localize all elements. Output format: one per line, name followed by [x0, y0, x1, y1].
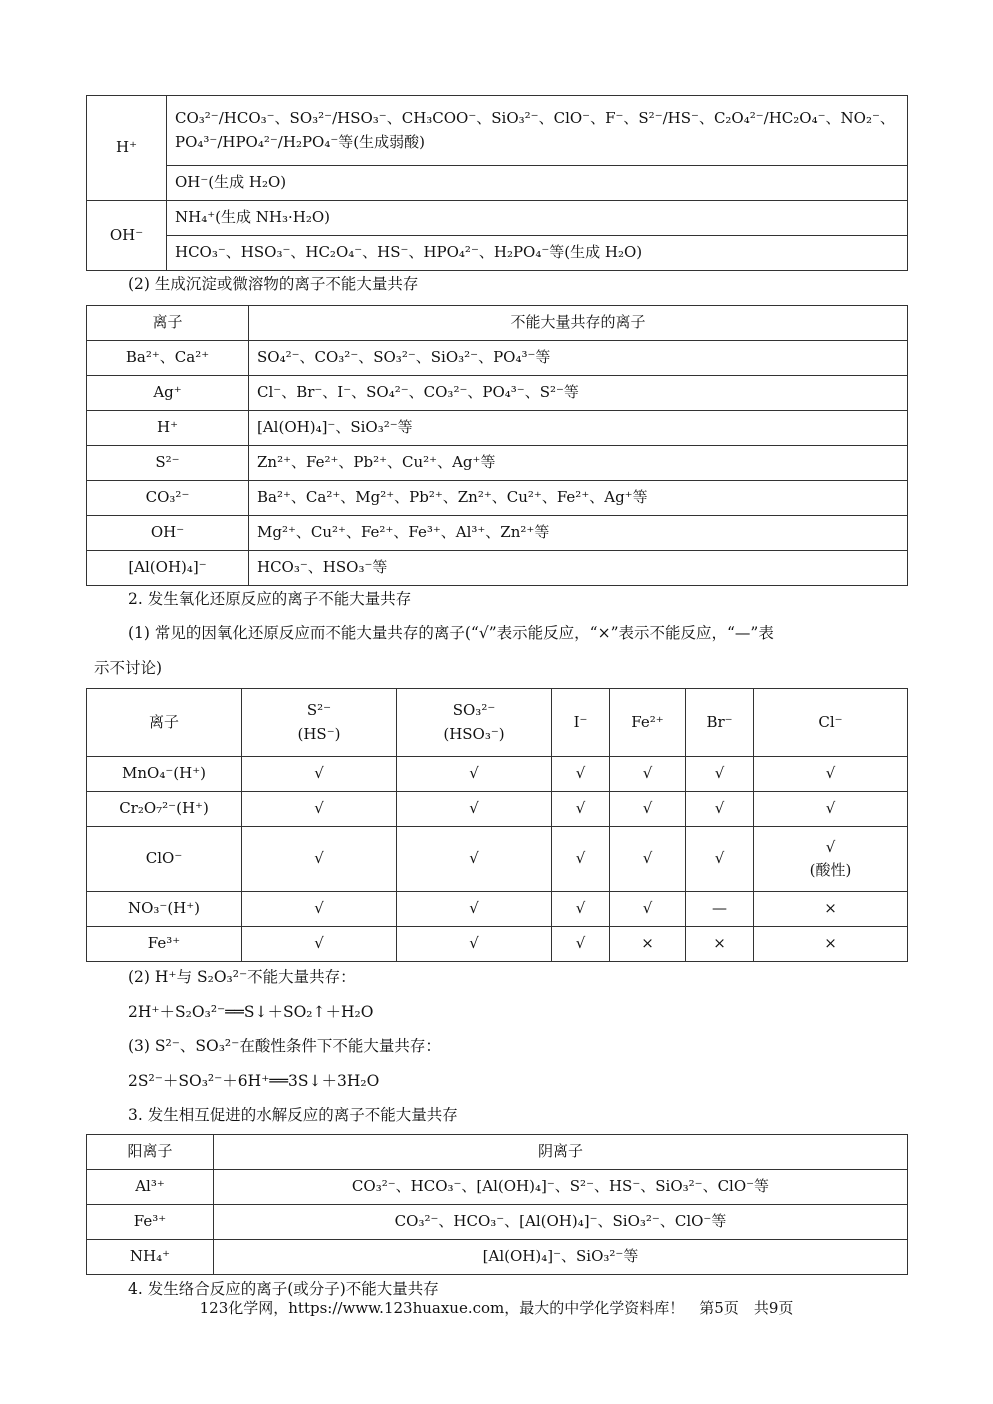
reacting-ions-cell: NH₄⁺(生成 NH₃·H₂O): [167, 201, 908, 236]
section-heading: 2. 发生氧化还原反应的离子不能大量共存: [128, 590, 412, 608]
reaction-mark: √: [397, 792, 552, 827]
reaction-mark: √: [825, 837, 836, 856]
reacting-ions-cell: Ba²⁺、Ca²⁺、Mg²⁺、Pb²⁺、Zn²⁺、Cu²⁺、Fe²⁺、Ag⁺等: [249, 481, 908, 516]
table-acid-base: [86, 95, 908, 271]
reaction-mark-with-note: [754, 827, 908, 892]
reacting-ions-cell: [Al(OH)₄]⁻、SiO₃²⁻等: [249, 411, 908, 446]
reacting-ions-cell: CO₃²⁻、HCO₃⁻、[Al(OH)₄]⁻、S²⁻、HS⁻、SiO₃²⁻、ClO⁻等: [214, 1170, 908, 1205]
ion-cell: NO₃⁻(H⁺): [87, 892, 242, 927]
reaction-mark: √: [552, 757, 610, 792]
ion-cell: Cr₂O₇²⁻(H⁺): [87, 792, 242, 827]
table-header: 不能大量共存的离子: [249, 306, 908, 341]
ion-cell: NH₄⁺: [87, 1240, 214, 1275]
table-corner-header: 离子: [87, 689, 242, 757]
ion-cell: Fe³⁺: [87, 927, 242, 962]
ion-cell: Ag⁺: [87, 376, 249, 411]
column-header-sub: (HS⁻): [297, 724, 341, 743]
paragraph-line: (2) H⁺与 S₂O₃²⁻不能大量共存：: [128, 968, 356, 986]
reaction-mark: √: [397, 757, 552, 792]
section-heading: (2) 生成沉淀或微溶物的离子不能大量共存: [128, 275, 419, 293]
reacting-ions-cell: OH⁻(生成 H₂O): [167, 166, 908, 201]
reaction-mark: —: [686, 892, 754, 927]
reacting-ions-cell: Cl⁻、Br⁻、I⁻、SO₄²⁻、CO₃²⁻、PO₄³⁻、S²⁻等: [249, 376, 908, 411]
column-header: Cl⁻: [754, 689, 908, 757]
column-header: I⁻: [552, 689, 610, 757]
reacting-ions-cell: Mg²⁺、Cu²⁺、Fe²⁺、Fe³⁺、Al³⁺、Zn²⁺等: [249, 516, 908, 551]
column-header-ion: SO₃²⁻: [452, 701, 496, 720]
ion-cell: H⁺: [87, 411, 249, 446]
ion-cell: Ba²⁺、Ca²⁺: [87, 341, 249, 376]
ion-cell: CO₃²⁻: [87, 481, 249, 516]
reaction-mark: √: [610, 792, 686, 827]
ion-cell: Al³⁺: [87, 1170, 214, 1205]
reacting-ions-cell: CO₃²⁻、HCO₃⁻、[Al(OH)₄]⁻、SiO₃²⁻、ClO⁻等: [214, 1205, 908, 1240]
section-heading: 3. 发生相互促进的水解反应的离子不能大量共存: [128, 1106, 458, 1124]
reacting-ions-cell: SO₄²⁻、CO₃²⁻、SO₃²⁻、SiO₃²⁻、PO₄³⁻等: [249, 341, 908, 376]
reacting-ions-cell: Zn²⁺、Fe²⁺、Pb²⁺、Cu²⁺、Ag⁺等: [249, 446, 908, 481]
reaction-mark: ×: [610, 927, 686, 962]
reacting-ions-cell: CO₃²⁻/HCO₃⁻、SO₃²⁻/HSO₃⁻、CH₃COO⁻、SiO₃²⁻、ClO⁻、F⁻、S²⁻/HS⁻、C₂O₄²⁻/HC₂O₄⁻、NO₂⁻、PO₄³⁻/HPO₄²⁻/H₂PO₄⁻等(生成弱酸): [167, 96, 908, 166]
column-header: Br⁻: [686, 689, 754, 757]
reaction-mark: √: [242, 927, 397, 962]
reaction-mark: √: [552, 927, 610, 962]
table-hydrolysis: [86, 1134, 908, 1275]
equation-line: 2S²⁻＋SO₃²⁻＋6H⁺══3S↓＋3H₂O: [128, 1072, 380, 1090]
reaction-mark: ×: [754, 927, 908, 962]
reaction-mark: √: [552, 892, 610, 927]
reaction-mark: √: [242, 892, 397, 927]
reaction-mark: √: [610, 757, 686, 792]
reaction-mark: √: [686, 757, 754, 792]
ion-cell: OH⁻: [87, 201, 167, 271]
column-header: [397, 689, 552, 757]
paragraph-line: 示不讨论): [94, 659, 163, 677]
reaction-mark: √: [686, 792, 754, 827]
page-footer: 123化学网，https://www.123huaxue.com，最大的中学化学资料库！ 第5页 共9页: [199, 1299, 794, 1317]
column-header-ion: S²⁻: [306, 701, 332, 720]
paragraph-line: (3) S²⁻、SO₃²⁻在酸性条件下不能大量共存：: [128, 1037, 441, 1055]
reaction-mark: √: [754, 792, 908, 827]
column-header: Fe²⁺: [610, 689, 686, 757]
table-header: 离子: [87, 306, 249, 341]
column-header-sub: (HSO₃⁻): [443, 724, 505, 743]
reaction-mark: √: [242, 792, 397, 827]
reaction-mark: ×: [686, 927, 754, 962]
ion-cell: ClO⁻: [87, 827, 242, 892]
reaction-mark: √: [397, 927, 552, 962]
condition-note: (酸性): [809, 861, 852, 879]
table-redox: [86, 688, 908, 962]
reacting-ions-cell: [Al(OH)₄]⁻、SiO₃²⁻等: [214, 1240, 908, 1275]
table-precipitation: [86, 305, 908, 586]
reaction-mark: √: [686, 827, 754, 892]
column-header: [242, 689, 397, 757]
reaction-mark: √: [610, 827, 686, 892]
paragraph-line: (1) 常见的因氧化还原反应而不能大量共存的离子(“√”表示能反应，“×”表示不能反应，“—”表: [128, 624, 774, 642]
reaction-mark: √: [397, 827, 552, 892]
reaction-mark: √: [552, 792, 610, 827]
ion-cell: [Al(OH)₄]⁻: [87, 551, 249, 586]
ion-cell: H⁺: [87, 96, 167, 201]
table-header: 阴离子: [214, 1135, 908, 1170]
ion-cell: Fe³⁺: [87, 1205, 214, 1240]
reaction-mark: √: [754, 757, 908, 792]
ion-cell: MnO₄⁻(H⁺): [87, 757, 242, 792]
reaction-mark: ×: [754, 892, 908, 927]
equation-line: 2H⁺＋S₂O₃²⁻══S↓＋SO₂↑＋H₂O: [128, 1003, 374, 1021]
ion-cell: S²⁻: [87, 446, 249, 481]
ion-cell: OH⁻: [87, 516, 249, 551]
reacting-ions-cell: HCO₃⁻、HSO₃⁻等: [249, 551, 908, 586]
section-heading: 4. 发生络合反应的离子(或分子)不能大量共存: [128, 1280, 439, 1298]
reaction-mark: √: [552, 827, 610, 892]
table-header: 阳离子: [87, 1135, 214, 1170]
reaction-mark: √: [242, 827, 397, 892]
reaction-mark: √: [610, 892, 686, 927]
reaction-mark: √: [242, 757, 397, 792]
reaction-mark: √: [397, 892, 552, 927]
reacting-ions-cell: HCO₃⁻、HSO₃⁻、HC₂O₄⁻、HS⁻、HPO₄²⁻、H₂PO₄⁻等(生成 H₂O): [167, 236, 908, 271]
